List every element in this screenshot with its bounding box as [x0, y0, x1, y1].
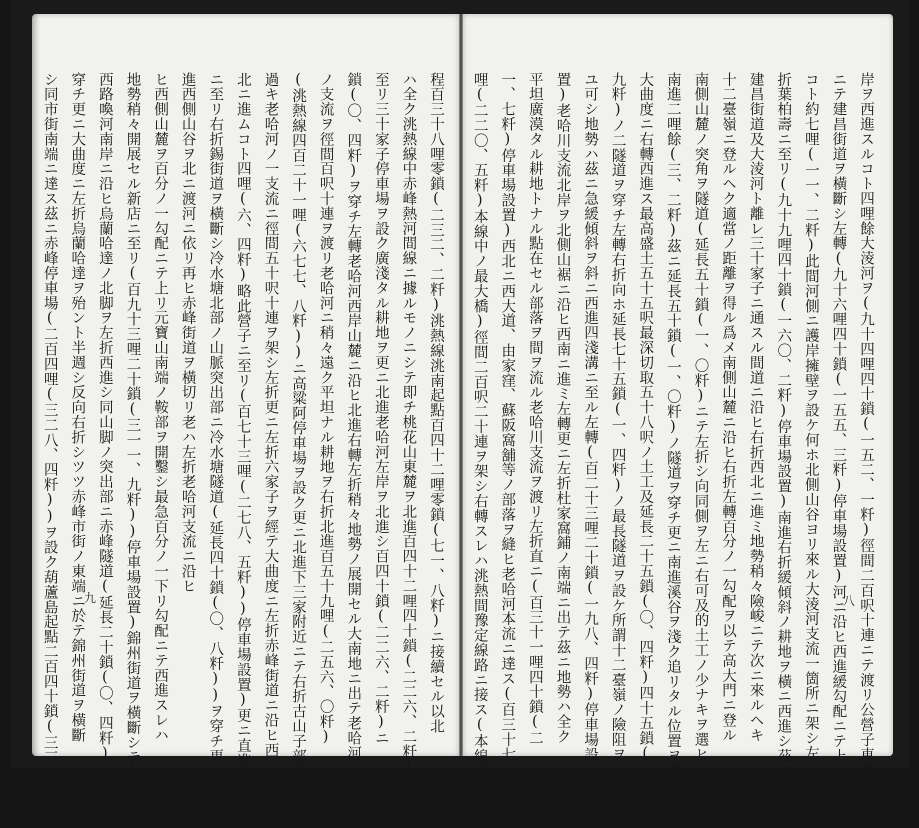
text-column: ヒ西側山麓ヲ百分ノ一勾配ニテ上リ元寶山南端ノ鞍部ヲ開鑿シ最急百分ノ一下リ勾配ニテ西進スレハ [152, 72, 169, 743]
text-column: 過キ老哈河ノ一支流ニ徑間五十呎十連ヲ架シ左折更ニ左折六家子ヲ經テ大曲度ニ左折赤峰街道ニ沿ヒ西 [262, 72, 279, 758]
text-column: コト約七哩(一一、二粁)此間河側ニ護岸擁壁ヲ設ケ何ホ北側山谷ヨリ來ル大淩河支流一箇所ニ架シ左 [802, 72, 819, 761]
text-column: 南進二哩餘(三、二粁)茲ニ延長五十鎖(一、〇粁)ノ隧道ヲ穿チ更ニ南進溪谷ヲ淺ク追リタル位置ヲ選ヒ [664, 72, 681, 794]
text-column: 北ニ進ムコト四哩(六、四粁)略此營子ニ至リ(百七十三哩(二七八、五粁))停車場設置)更ニ直進後莫里河 [234, 72, 251, 828]
text-column: 九粁)ノ二隧道ヲ穿チ左轉右折向ホ延長七十五鎖(一、四粁)ノ最長隧道ヲ設ケ所謂十二臺嶺ノ險阻ヲ超 [609, 72, 626, 777]
text-column: 岸ヲ西進スルコト四哩餘大淩河ヲ(九十四哩四十鎖(一五二、一粁)徑間二百呎十連ニテ渡リ公營子東端 [858, 72, 874, 777]
text-column: 哩(二二〇、五粁)本線中ノ最大橋)徑間二百呎二十連ヲ架シ右轉スレハ洮熱間豫定線路ニ接ス(本線哩 [471, 72, 488, 779]
text-column: 折葉柏壽ニ至リ(九十九哩四十鎖(一六〇、二粁)停車場設置)南進右折緩傾斜ノ耕地ヲ橫ニ西進シ茲ニ [775, 72, 792, 779]
left-page [32, 14, 459, 828]
right-page-text [471, 72, 879, 794]
page-number: 八 [842, 594, 855, 608]
text-column: 西路喚河南岸ニ沿ヒ烏蘭哈達ノ北脚ヲ左折西進シ同山脚ノ突出部ニ赤峰隧道(延長二十鎖(〇、四粁))ヲ [96, 72, 113, 794]
text-column: 地勢稍々開展セル新店ニ至リ(百九十三哩二十鎖(三一一、九粁))停車場設置)錦州街道ヲ橫斷シテ右折 [124, 72, 141, 795]
text-column: 一、七粁)停車場設置)西北ニ西大道、由家窪、蘇阪窩舖等ノ部落ヲ縫ヒ老哈河本流ニ達ス(百三十七 [499, 72, 516, 762]
text-column: シ同市街南端ニ達ス茲ニ赤峰停車場(二百四哩(三二八、四粁))ヲ設ク葫蘆島起點二百四十鎖(三三 [41, 72, 58, 765]
text-column: 穿チ更ニ大曲度ニ左折烏蘭哈達ヲ殆ント半週シ反向右折シツツ赤峰市街ノ東端ニ於テ錦州街道ヲ橫斷 [69, 72, 86, 743]
text-column: ハ全ク洮熱線中赤峰熱河間線ニ據ルモノニシテ即チ桃花山東麓ヲ北進百四十二哩四十鎖(二二六、二粁)ニ [400, 72, 417, 791]
text-column: 大曲度ニ右轉西進ス最高盛土五十五呎最深切取五十八呎ノ土工及延長二十五鎖(〇、四粁)四十五鎖(〇、 [637, 72, 654, 792]
text-column: ノ支流ヲ徑間百呎十連ヲ渡リ老哈河ニ稍々遠ク平坦ナル耕地ヲ右折北進百五十九哩(二五六、〇粁) [317, 72, 334, 746]
text-column: 程百三十八哩零鎖(二三二、二粁)洮熱線洮南起點百四十二哩零鎖(七一、八粁)ニ接續セル以北 [428, 72, 444, 734]
text-column: (洮熱線四百二十一哩(六七七、八粁))ニ高粱阿停車場ヲ設ク更ニ北進下三家附近ニテ右折古山子部落ヲ [290, 72, 307, 794]
page-number: 九 [84, 591, 97, 605]
text-column: 至リ三十家子停車場ヲ設ク廣淺タル耕地ヲ更ニ北進老哈河左岸ヲ北進シ百四十鎖(二二六、二粁)ニ [372, 72, 389, 746]
text-column: 建昌街道及大淩河ト離レ三十家子ニ通スル間道ニ沿ヒ右折西北ニ進ミ地勢稍々險峻ニテ次ニ來ルヘキ [747, 72, 764, 743]
text-column: 南側山麓ノ突角ヲ隧道(延長五十鎖(一、〇粁)ニテ左折シ向同側ヲ左ニ右可及的土工ノ少ナキヲ選ヒ [692, 72, 709, 762]
right-page [463, 14, 893, 794]
text-column: 進西側山谷ヲ北ニ渡河ニ依リ再ヒ赤峰街道ヲ橫切リ老ハ左折老哈河支流ニ沿ヒ [179, 72, 196, 594]
text-column: ユ可シ地勢ハ茲ニ急緩傾斜ヲ斜ニ西進四淺溝ニ至ル左轉(百二十三哩二十鎖(一九八、四粁)停車場設 [582, 72, 599, 762]
text-column: ニ至リ右折錫街道ヲ橫斷シ冷水塘北部ノ山脈突出部ニ冷水塘隧道(延長四十鎖(〇、八粁))ヲ穿チ更ニ北 [207, 72, 224, 794]
left-page-text [41, 72, 449, 828]
book-spread [10, 0, 910, 828]
text-column: 平坦廣漠タル耕地トナル點在セル部落ヲ間ヲ流ル老哈川支流ヲ渡リ左折直ニ(百三十一哩四十鎖(二 [526, 72, 543, 746]
text-column: 鎖(〇、四粁)ヲ穿チ左轉老哈河西岸山麓ニ沿ヒ北進右轉左折稍々地勢ノ展開セル大南地ニ出テ老哈河 [345, 72, 362, 761]
text-column: 置)老哈川支流北岸ヲ北側山裾ニ沿ヒ西南ニ進ミ左轉更ニ左折杜家窩鋪ノ南端ニ出テ茲ニ地勢ハ全ク [554, 72, 571, 744]
text-column: ニテ建昌街道ヲ橫斷シ左轉(九十六哩四十鎖(一五五、三粁)停車場設置)河ニ沿ヒ西進緩勾配ニテ上ル [830, 72, 847, 779]
text-column: 十二臺嶺ニ登ルヘク適當ノ距離ヲ得ル爲メ南側山麓ニ沿ヒ右折左轉百分ノ一勾配ヲ以テ高大門ニ登ル [720, 72, 737, 743]
